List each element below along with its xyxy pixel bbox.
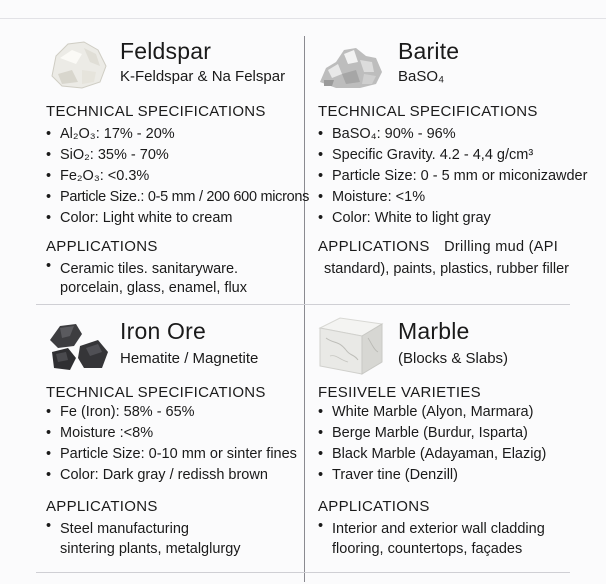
marble-subtitle: (Blocks & Slabs) — [398, 350, 509, 367]
iron-ore-app-line-2: sintering plants, metalglurgy — [60, 541, 241, 557]
barite-crystal-icon — [316, 40, 386, 92]
spec-item: • Color: Dark gray / redissh brown — [46, 465, 297, 486]
iron-ore-spec-list — [46, 402, 297, 486]
spec-item: • Particle Size: 0 - 5 mm or miconizawder — [318, 166, 587, 187]
bullet: • — [318, 518, 324, 534]
bottom-rule — [36, 572, 570, 573]
variety-item: • Traver tine (Denzill) — [318, 465, 546, 486]
barite-title: Barite — [398, 38, 460, 64]
spec-item: • Color: Light white to cream — [46, 208, 309, 229]
barite-app-inline: Drilling mud (API — [444, 239, 559, 255]
vertical-divider — [304, 36, 305, 582]
marble-block-icon — [318, 314, 384, 376]
iron-ore-app-line-1: Steel manufacturing — [60, 521, 189, 537]
feldspar-spec-list — [46, 124, 309, 229]
marble-app-line-2: flooring, countertops, façades — [332, 541, 523, 557]
top-rule — [0, 18, 606, 19]
spec-item: • Particle Size: 0-10 mm or sinter fines — [46, 444, 297, 465]
bullet: • — [46, 518, 52, 534]
bullet: • — [46, 258, 52, 274]
barite-app-line-1: standard), paints, plastics, rubber filler — [324, 261, 569, 277]
feldspar-app-heading: APPLICATIONS — [46, 238, 158, 255]
barite-spec-heading: TECHNICAL SPECIFICATIONS — [318, 103, 538, 120]
spec-item: • Al₂O₃: 17% - 20% — [46, 124, 309, 145]
barite-subtitle: BaSO₄ — [398, 68, 445, 85]
iron-ore-subtitle: Hematite / Magnetite — [120, 350, 259, 367]
iron-ore-title: Iron Ore — [120, 318, 206, 344]
marble-title: Marble — [398, 318, 470, 344]
spec-item: • Fe₂O₃: <0.3% — [46, 166, 309, 187]
barite-spec-list — [318, 124, 587, 229]
spec-item: • BaSO₄: 90% - 96% — [318, 124, 587, 145]
feldspar-app-line-1: Ceramic tiles. sanitaryware. — [60, 261, 239, 277]
spec-item: • Moisture: <1% — [318, 187, 587, 208]
iron-ore-spec-heading: TECHNICAL SPECIFICATIONS — [46, 384, 266, 401]
variety-item: • Berge Marble (Burdur, Isparta) — [318, 423, 546, 444]
marble-app-heading: APPLICATIONS — [318, 498, 430, 515]
barite-app-heading-label: APPLICATIONS — [318, 238, 430, 255]
feldspar-subtitle: K-Feldspar & Na Felspar — [120, 68, 286, 85]
horizontal-divider — [36, 304, 570, 305]
variety-item: • White Marble (Alyon, Marmara) — [318, 402, 546, 423]
spec-item: • Fe (Iron): 58% - 65% — [46, 402, 297, 423]
spec-item: • Color: White to light gray — [318, 208, 587, 229]
iron-ore-app-heading: APPLICATIONS — [46, 498, 158, 515]
spec-item: • SiO₂: 35% - 70% — [46, 145, 309, 166]
marble-app-line-1: Interior and exterior wall cladding — [332, 521, 545, 537]
feldspar-rock-icon — [46, 36, 110, 92]
marble-variety-list — [318, 402, 546, 486]
feldspar-title: Feldspar — [120, 38, 212, 64]
spec-item: • Particle Size.: 0-5 mm / 200 600 microns — [46, 187, 309, 208]
barite-app-heading — [318, 238, 558, 255]
spec-item: • Moisture :<8% — [46, 423, 297, 444]
spec-item: • Specific Gravity. 4.2 - 4,4 g/cm³ — [318, 145, 587, 166]
feldspar-spec-heading: TECHNICAL SPECIFICATIONS — [46, 103, 266, 120]
marble-spec-heading: FESIIVELE VARIETIES — [318, 384, 481, 401]
variety-item: • Black Marble (Adayaman, Elazig) — [318, 444, 546, 465]
feldspar-app-line-2: porcelain, glass, enamel, flux — [60, 280, 247, 296]
iron-ore-icon — [46, 318, 112, 372]
